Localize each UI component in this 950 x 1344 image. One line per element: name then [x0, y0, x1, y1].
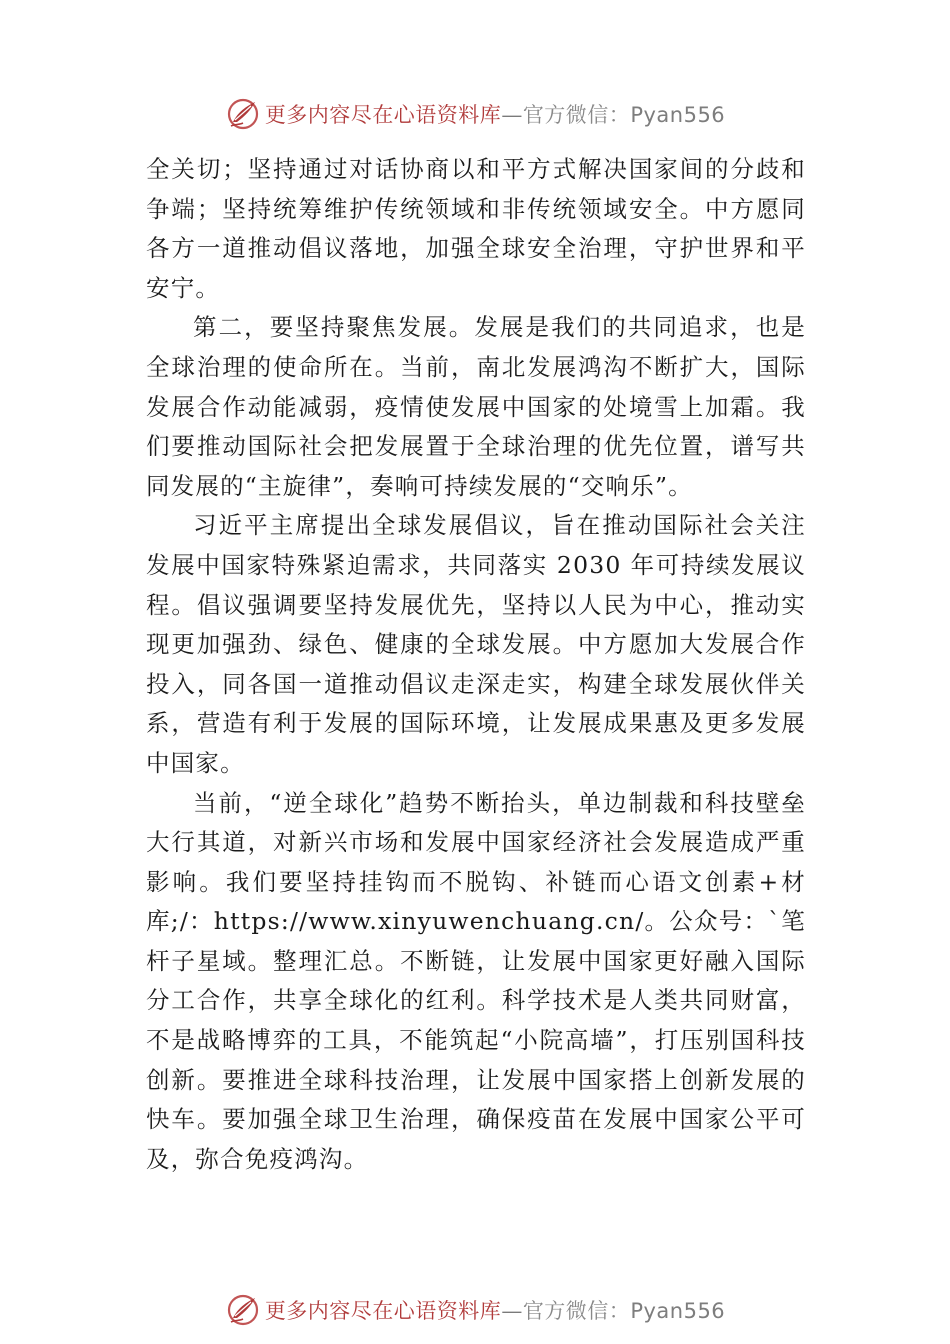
banner-text: [265, 1295, 725, 1325]
paragraph-development: 第二，要坚持聚焦发展。发展是我们的共同追求，也是全球治理的使命所在。当前，南北发展鸿沟不断扩大，国际发展合作动能减弱，疫情使发展中国家的处境雪上加霜。我们要推动国际社会把发展置于全球治理的优先位置，谱写共同发展的“主旋律”，奏响可持续发展的“交响乐”。: [146, 313, 806, 500]
pen-logo-icon: [225, 1292, 261, 1328]
header-banner: [0, 94, 950, 134]
paragraph-globalization: 当前，“逆全球化”趋势不断抬头，单边制裁和科技壁垒大行其道，对新兴市场和发展中国家经济社会发展造成严重影响。我们要坚持挂钩而不脱钩、补链而心语文创素+材库;/：https://www.xinyuwenchuang.cn/。公众号：`笔杆子星域。整理汇总。不断链，让发展中国家更好融入国际分工合作，共享全球化的红利。科学技术是人类共同财富，不是战略博弈的工具，不能筑起“小院高墙”，打压别国科技创新。要推进全球科技治理，让发展中国家搭上创新发展的快车。要加强全球卫生治理，确保疫苗在发展中国家公平可及，弥合免疫鸿沟。: [146, 788, 806, 1173]
banner-main-text: 更多内容尽在心语资料库: [264, 103, 502, 127]
pen-logo-icon: [225, 96, 261, 132]
banner-dash: —: [501, 1299, 523, 1323]
document-body: [146, 150, 806, 1179]
banner-text: [265, 99, 725, 129]
paragraph-continuation: 全关切；坚持通过对话协商以和平方式解决国家间的分歧和争端；坚持统筹维护传统领域和非传统领域安全。中方愿同各方一道推动倡议落地，加强全球安全治理，守护世界和平安宁。: [146, 155, 806, 302]
wechat-label: 官方微信：: [522, 1299, 631, 1323]
banner-dash: —: [501, 103, 523, 127]
paragraph-global-initiative: 习近平主席提出全球发展倡议，旨在推动国际社会关注发展中国家特殊紧迫需求，共同落实 2030 年可持续发展议程。倡议强调要坚持发展优先，坚持以人民为中心，推动实现更加强劲、绿色、健康的全球发展。中方愿加大发展合作投入，同各国一道推动倡议走深走实，构建全球发展伙伴关系，营造有利于发展的国际环境，让发展成果惠及更多发展中国家。: [146, 511, 806, 777]
wechat-label: 官方微信：: [522, 103, 631, 127]
banner-main-text: 更多内容尽在心语资料库: [264, 1299, 502, 1323]
wechat-id: Pyan556: [630, 1299, 726, 1323]
footer-banner: [0, 1290, 950, 1330]
wechat-id: Pyan556: [630, 103, 726, 127]
